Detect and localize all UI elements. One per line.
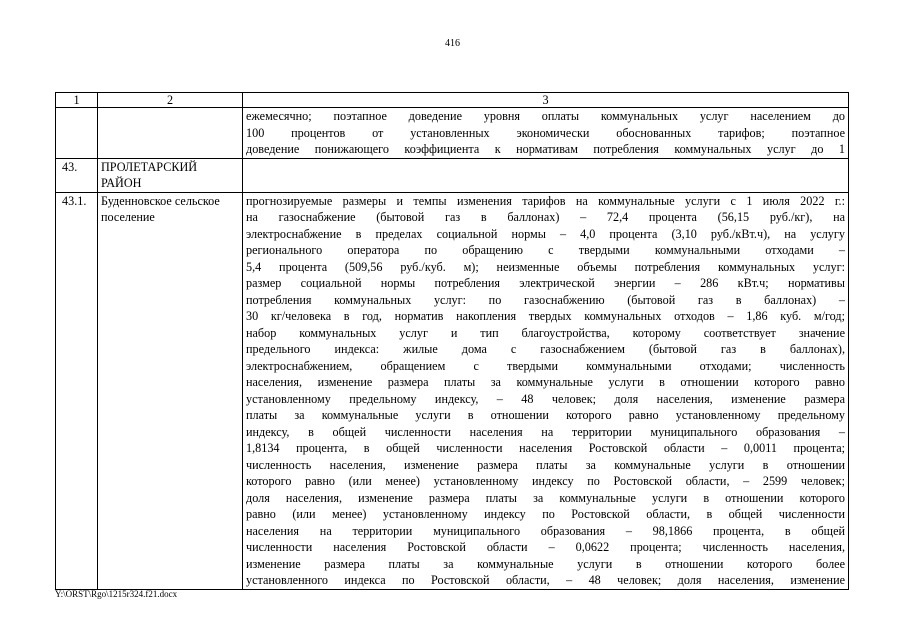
description-line: индексу, в общей численности населения на территории муниципального образования – <box>246 424 845 439</box>
description-line: регионального оператора по обращению с твердыми коммунальными отходами – <box>246 243 845 257</box>
description-line: на газоснабжение (бытовой газ в баллонах) – 72,4 процента (56,15 руб./кг), на <box>246 210 845 224</box>
description-line: предельного индекса: жилые дома с газоснабжением (бытовой газ в баллонах), <box>246 342 845 356</box>
page-number: 416 <box>445 38 460 49</box>
description-line: численности населения Ростовской области – 0,0622 процента; численность населения, <box>246 540 845 554</box>
row-description <box>243 108 849 159</box>
table-row <box>56 158 849 192</box>
table-row <box>56 108 849 159</box>
table-row <box>56 192 849 589</box>
row-number: 43. <box>56 158 98 192</box>
description-line: ежемесячно; поэтапное доведение уровня оплаты коммунальных услуг населением до <box>246 109 845 123</box>
header-col-2: 2 <box>98 93 243 108</box>
row-municipality: Буденновское сельское поселение <box>98 192 243 589</box>
description-line: численность населения, изменение размера платы за коммунальные услуги в отношении <box>246 457 845 472</box>
description-line: равно (или менее) установленному индексу по Ростовской области, в общей численности <box>246 507 845 521</box>
file-path-footer: Y:\ORST\Rgo\1215r324.f21.docx <box>55 589 178 599</box>
header-col-3: 3 <box>243 93 849 108</box>
description-line: прогнозируемые размеры и темпы изменения тарифов на коммунальные услуги с 1 июля 2022 г.: <box>246 193 845 208</box>
description-line: населения на территории муниципального образования – 98,1866 процента, в общей <box>246 523 845 538</box>
description-line: потребления коммунальных услуг: по газоснабжению (бытовой газ в баллонах) – <box>246 292 845 307</box>
row-number: 43.1. <box>56 192 98 589</box>
description-line: 30 кг/человека в год, норматив накопления твердых коммунальных отходов – 1,86 куб. м/год; <box>246 309 845 323</box>
description-line: доведение понижающего коэффициента к нормативам потребления коммунальных услуг до 1 <box>246 142 845 156</box>
description-line: набор коммунальных услуг и тип благоустройства, которому соответствует значение <box>246 325 845 340</box>
row-municipality <box>98 108 243 159</box>
description-line: 100 процентов от установленных экономически обоснованных тарифов; поэтапное <box>246 125 845 140</box>
description-line: населения, изменение размера платы за коммунальные услуги в отношении которого равно <box>246 375 845 389</box>
description-line: доля населения, изменение размера платы за коммунальные услуги в отношении которого <box>246 490 845 505</box>
row-description <box>243 158 849 192</box>
table-header-row <box>56 93 849 108</box>
description-line: установленному предельному индексу, – 48 человек; доля населения, изменение размера <box>246 391 845 406</box>
description-line: установленного индекса по Ростовской области, – 48 человек; доля населения, изменение <box>246 573 845 587</box>
description-line: 5,4 процента (509,56 руб./куб. м); неизменные объемы потребления коммунальных услуг: <box>246 259 845 274</box>
description-line: электроснабжение в пределах социальной нормы – 4,0 процента (3,10 руб./кВт.ч), на услугу <box>246 226 845 241</box>
row-municipality: ПРОЛЕТАРСКИЙ РАЙОН <box>98 158 243 192</box>
description-line: которого равно (или менее) установленному индексу по Ростовской области, – 2599 человек; <box>246 474 845 488</box>
header-col-1: 1 <box>56 93 98 108</box>
description-line: платы за коммунальные услуги в отношении которого равно установленному предельному <box>246 408 845 422</box>
tariff-table <box>55 92 849 590</box>
description-line: изменение размера платы за коммунальные услуги в отношении которого более <box>246 556 845 571</box>
description-line: электроснабжением, обращением с твердыми коммунальными отходами; численность <box>246 358 845 373</box>
description-line: 1,8134 процента, в общей численности населения Ростовской области – 0,0011 процента; <box>246 441 845 455</box>
description-line: размер социальной нормы потребления электрической энергии – 286 кВт.ч; нормативы <box>246 276 845 290</box>
row-description <box>243 192 849 589</box>
row-number <box>56 108 98 159</box>
